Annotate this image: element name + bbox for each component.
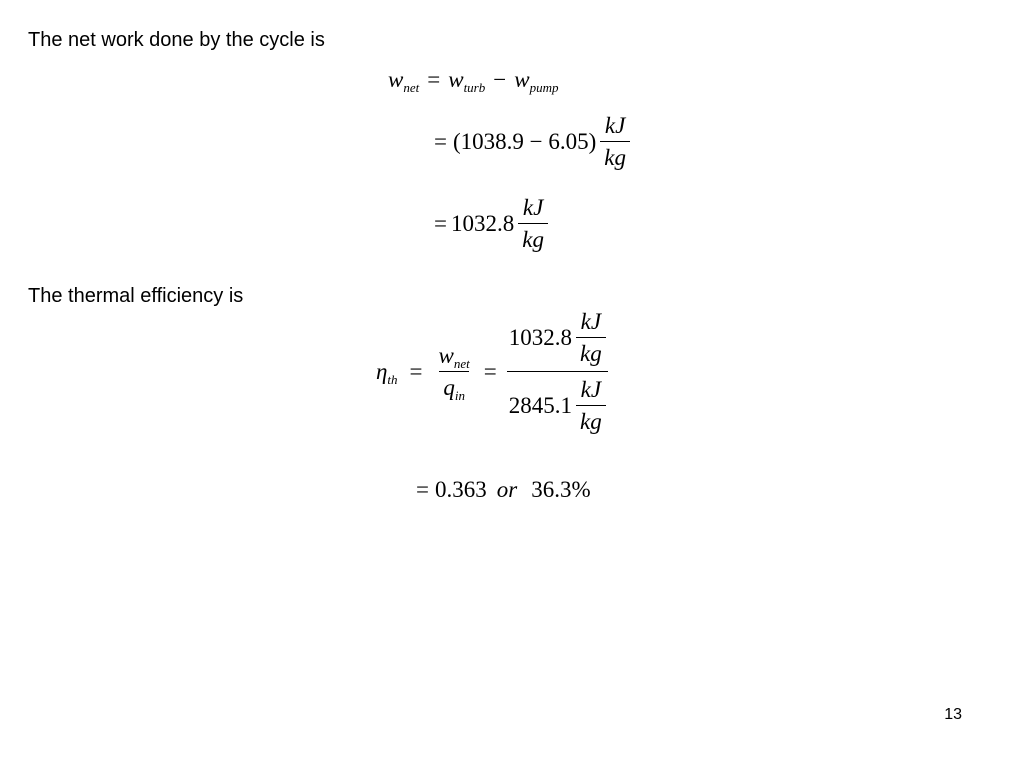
unit-denominator: kg: [600, 141, 630, 169]
work-over-heat-fraction: [435, 343, 474, 403]
work-value: 1032.8: [508, 325, 572, 350]
unit-numerator: kJ: [580, 377, 602, 402]
unit-fraction: [600, 114, 630, 169]
big-numerator: [507, 310, 608, 371]
equals-sign: =: [409, 359, 423, 384]
unit-denominator: kg: [576, 405, 606, 433]
unit-numerator: kJ: [580, 309, 602, 334]
net-work-substitution-equation: [434, 114, 630, 169]
equals-sign: =: [483, 359, 497, 384]
thermal-efficiency-heading: The thermal efficiency is: [28, 285, 244, 307]
net-work-result-equation: [434, 196, 548, 251]
eta-th-symbol: $\eta_{th}$: [376, 359, 398, 387]
or-word: or: [496, 477, 518, 502]
unit-numerator: kJ: [522, 195, 544, 220]
heat-input-value: 2845.1: [508, 393, 572, 418]
thermal-efficiency-equation: [376, 310, 608, 433]
numeric-efficiency-fraction: [507, 310, 608, 433]
net-work-value: 1032.8: [450, 211, 515, 236]
w-net-numerator: $w_{net}$: [438, 343, 470, 371]
efficiency-result-equation: [416, 478, 591, 501]
efficiency-decimal: 0.363: [434, 477, 487, 502]
page-number: 13: [944, 706, 962, 723]
w-turb-symbol: $w_{turb}$: [448, 67, 486, 95]
unit-numerator: kJ: [604, 113, 626, 138]
w-pump-symbol: $w_{pump}$: [514, 67, 559, 95]
w-net-symbol: $w_{net}$: [388, 67, 420, 95]
minus-sign: −: [493, 67, 507, 92]
unit-denominator: kg: [518, 223, 548, 251]
unit-fraction: [576, 378, 606, 433]
unit-fraction: [576, 310, 606, 365]
q-in-denominator: $q_{in}$: [439, 371, 469, 399]
efficiency-percent: 36.3%: [531, 477, 591, 502]
unit-fraction: [518, 196, 548, 251]
difference-expression: (1038.9 − 6.05): [452, 129, 597, 154]
equals-sign: =: [427, 67, 441, 92]
net-work-definition-equation: [388, 67, 559, 95]
big-denominator: [507, 371, 608, 433]
net-work-heading: The net work done by the cycle is: [28, 29, 325, 51]
equals-sign: =: [434, 211, 447, 236]
equals-sign: =: [416, 477, 429, 502]
equals-sign: =: [434, 129, 447, 154]
unit-denominator: kg: [576, 337, 606, 365]
